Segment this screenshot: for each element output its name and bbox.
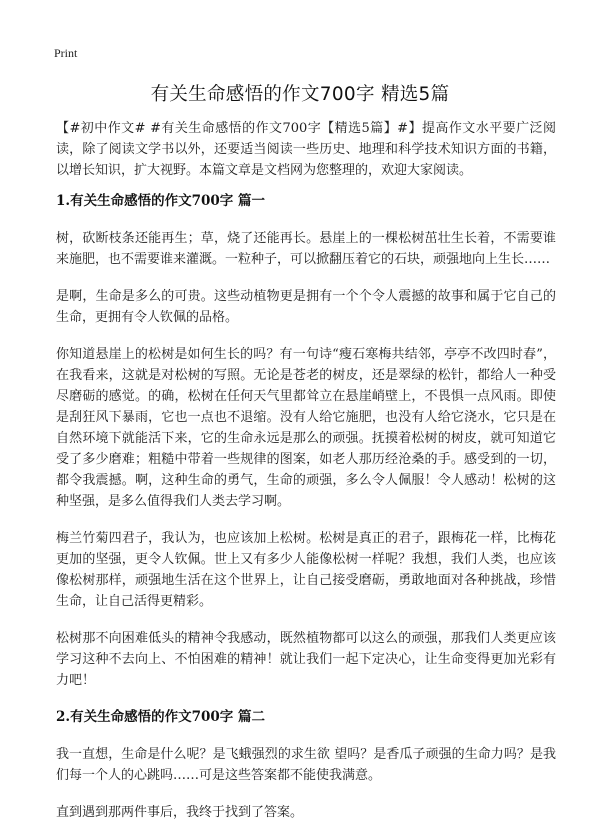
paragraph: 直到遇到那两件事后，我终于找到了答案。: [56, 805, 304, 820]
paragraph: 树，砍断枝条还能再生；草，烧了还能再长。悬崖上的一棵松树茁壮生长着，不需要谁来施肥，也不需要谁来灌溉。一粒种子，可以掀翻压着它的石块，顽强地向上生长……: [56, 231, 556, 267]
paragraph: 我一直想，生命是什么呢？是飞蛾强烈的求生欲 望吗？是香瓜子顽强的生命力吗？是我们每一个人的心跳吗……可是这些答案都不能使我满意。: [56, 747, 556, 783]
paragraph: 松树那不向困难低头的精神令我感动，既然植物都可以这么的顽强，那我们人类更应该学习这种不去向上、不怕困难的精神！就让我们一起下定决心，让生命变得更加光彩有力吧！: [56, 631, 556, 688]
section-heading: 1.有关生命感悟的作文700字 篇一: [56, 193, 265, 209]
section-heading: 2.有关生命感悟的作文700字 篇二: [56, 709, 265, 725]
print-link[interactable]: Print: [54, 46, 78, 60]
paragraph: 梅兰竹菊四君子，我认为，也应该加上松树。松树是真正的君子，跟梅花一样，比梅花更加的坚强，更令人钦佩。世上又有多少人能像松树一样呢？我想，我们人类，也应该像松树那样，顽强地生活在这个世界上，让自己接受磨砺，勇敢地面对各种挑战，珍惜生命，让自己活得更精彩。: [56, 531, 556, 609]
intro-paragraph: 【#初中作文# #有关生命感悟的作文700字【精选5篇】#】提高作文水平要广泛阅读，除了阅读文学书以外，还要适当阅读一些历史、地理和科学技术知识方面的书籍，以增长知识，扩大视野。本篇文章是文档网为您整理的，欢迎大家阅读。: [56, 121, 556, 178]
page-title: 有关生命感悟的作文700字 精选5篇: [150, 84, 450, 105]
article-body: [56, 118, 556, 839]
paragraph: 是啊，生命是多么的可贵。这些动植物更是拥有一个个令人震撼的故事和属于它自己的生命，更拥有令人钦佩的品格。: [56, 289, 556, 325]
paragraph: 你知道悬崖上的松树是如何生长的吗？有一句诗“瘦石寒梅共结邻，亭亭不改四时春”，在我看来，这就是对松树的写照。无论是苍老的树皮，还是翠绿的松针，都给人一种受尽磨砺的感觉。的确，松树在任何天气里都耸立在悬崖峭壁上，不畏惧一点风雨。即使是刮狂风下暴雨，它也一点也不退缩。没有人给它施肥，也没有人给它浇水，它只是在自然环境下就能活下来，它的生命永远是那么的顽强。抚摸着松树的树皮，就可知道它受了多少磨难；粗糙中带着一些规律的图案，如老人那历经沧桑的手。感受到的一切，都令我震撼。啊，这种生命的勇气，生命的顽强，多么令人佩服！令人感动！松树的这种坚强，是多么值得我们人类去学习啊。: [56, 347, 556, 509]
